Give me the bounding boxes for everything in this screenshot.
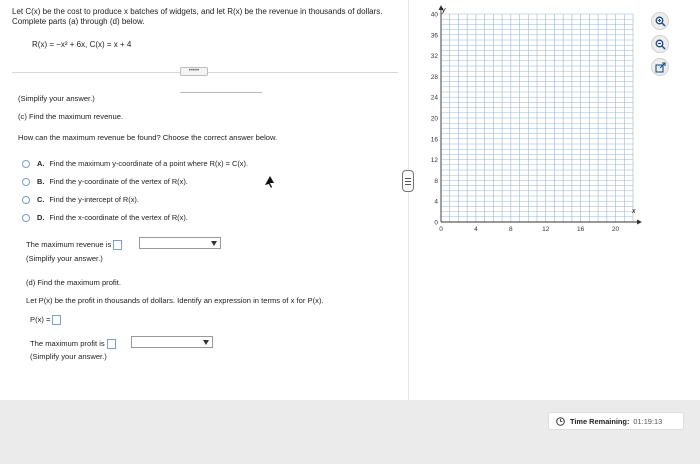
clock-icon: [556, 417, 565, 426]
y-tick-label: 28: [430, 73, 438, 81]
y-tick-label: 8: [434, 177, 438, 185]
option-a-text: Find the maximum y-coordinate of a point where R(x) = C(x).: [49, 159, 248, 168]
zoom-in-button[interactable]: [651, 12, 669, 30]
x-tick-labels: [439, 226, 619, 233]
problem-formula: R(x) = −x² + 6x, C(x) = x + 4: [32, 40, 132, 49]
y-tick-label: 20: [430, 115, 438, 123]
mouse-cursor-icon: [265, 176, 275, 188]
y-tick-label: 0: [434, 219, 438, 227]
zoom-out-button[interactable]: [651, 35, 669, 53]
radio-d[interactable]: [22, 214, 30, 222]
option-a[interactable]: [22, 159, 248, 168]
y-tick-label: 32: [430, 53, 438, 61]
time-remaining-value: 01:19:13: [633, 416, 663, 426]
y-tick-label: 24: [430, 94, 438, 102]
x-tick-label: 16: [577, 226, 585, 233]
option-d-letter: D.: [37, 213, 45, 222]
option-b-text: Find the y-coordinate of the vertex of R(x).: [49, 177, 188, 186]
px-label: P(x) =: [30, 315, 51, 324]
x-tick-label: 12: [542, 226, 550, 233]
x-axis-arrow: [637, 220, 642, 225]
y-tick-labels: [431, 12, 439, 227]
max-revenue-row: [26, 240, 122, 250]
time-remaining-label: Time Remaining:: [570, 416, 630, 426]
y-tick-label: 40: [430, 11, 438, 19]
y-tick-label: 12: [430, 157, 438, 165]
footer-bar: [0, 400, 700, 464]
px-row: [30, 315, 61, 325]
x-tick-label: 0: [439, 226, 443, 233]
time-remaining: [548, 412, 684, 430]
max-revenue-input[interactable]: [113, 240, 122, 250]
y-tick-label: 16: [430, 136, 438, 144]
max-profit-label: The maximum profit is: [30, 339, 105, 348]
option-a-letter: A.: [37, 159, 45, 168]
max-revenue-unit-select[interactable]: [139, 237, 221, 249]
x-axis-label: x: [632, 208, 636, 215]
y-tick-label: 36: [430, 32, 438, 40]
part-c-question: How can the maximum revenue be found? Choose the correct answer below.: [18, 133, 278, 142]
option-d[interactable]: [22, 213, 188, 222]
chevron-down-icon: [211, 241, 217, 246]
zoom-out-icon: [655, 39, 666, 50]
px-input[interactable]: [52, 315, 61, 325]
option-c-text: Find the y-intercept of R(x).: [49, 195, 139, 204]
x-tick-label: 20: [611, 226, 620, 233]
x-tick-label: 4: [474, 226, 478, 233]
option-c[interactable]: [22, 195, 139, 204]
popout-icon: [655, 62, 666, 73]
option-d-text: Find the x-coordinate of the vertex of R(x).: [49, 213, 188, 222]
max-revenue-note: (Simplify your answer.): [26, 254, 103, 263]
max-profit-unit-select[interactable]: [131, 336, 213, 348]
graph-axes: [439, 5, 643, 225]
panel-resize-handle[interactable]: [402, 170, 414, 192]
panel-divider: [408, 0, 409, 400]
simplify-note: (Simplify your answer.): [18, 94, 95, 103]
option-b-letter: B.: [37, 177, 45, 186]
y-tick-label: 4: [434, 198, 438, 206]
expand-handle-button[interactable]: •••••: [180, 67, 208, 76]
popout-button[interactable]: [651, 58, 669, 76]
radio-c[interactable]: [22, 196, 30, 204]
part-c-label: (c) Find the maximum revenue.: [18, 112, 124, 121]
graph-grid: [441, 14, 633, 222]
radio-b[interactable]: [22, 178, 30, 186]
max-profit-row: [30, 339, 116, 349]
max-profit-note: (Simplify your answer.): [30, 352, 107, 361]
max-profit-input[interactable]: [107, 339, 116, 349]
max-revenue-label: The maximum revenue is: [26, 240, 112, 249]
option-b[interactable]: [22, 177, 188, 186]
divider-short: [180, 92, 262, 93]
problem-intro: Let C(x) be the cost to produce x batches of widgets, and let R(x) be the revenue in thousands of dollars. Complete parts (a) through (d) below.: [12, 7, 383, 26]
x-tick-label: 8: [509, 226, 513, 233]
option-c-letter: C.: [37, 195, 45, 204]
radio-a[interactable]: [22, 160, 30, 168]
coordinate-graph[interactable]: [415, 0, 647, 240]
chevron-down-icon: [203, 340, 209, 345]
part-d-label: (d) Find the maximum profit.: [26, 278, 121, 287]
y-axis-label: y: [442, 7, 446, 14]
zoom-in-icon: [655, 16, 666, 27]
part-d-question: Let P(x) be the profit in thousands of dollars. Identify an expression in terms of x for P(x).: [26, 296, 324, 305]
